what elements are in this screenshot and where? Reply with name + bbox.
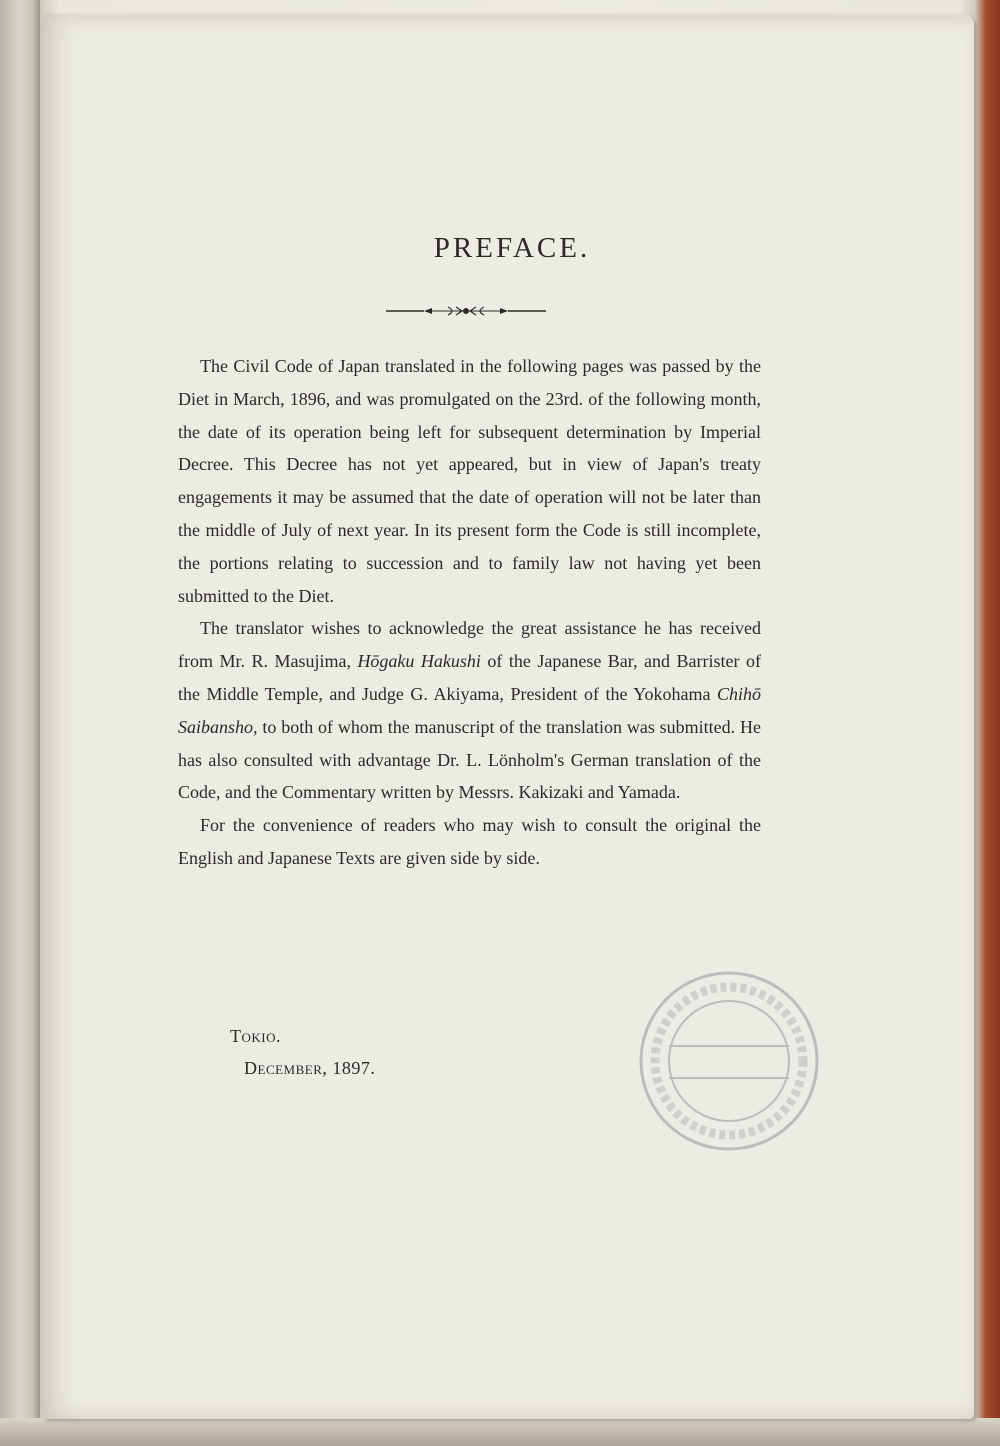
book-bottom-edge [0,1418,1000,1446]
paragraph-2-part-3: to both of whom the manuscript of the translation was submitted. He has also consulted with advantage Dr. L. Lönholm's German translation of the Code, and the Commentary written by Messrs. Kakizaki and Yamada. [178,716,761,803]
paragraph-2-part-2: of the Japanese Bar, and Barrister of the Middle Temple, and Judge G. Akiyama, President of the Yokohama [178,651,761,704]
signoff-place: Tokio. [230,1026,281,1046]
ornament-divider [386,304,546,318]
paragraph-2 [178,612,761,809]
page [44,14,974,1419]
italic-term-chiho-saibansho: Chihō Saibansho, [178,683,761,737]
paragraph-2-part-1: The translator wishes to acknowledge the great assistance he has received from Mr. R. Masujima, [178,618,761,672]
paragraph-3: For the convenience of readers who may wish to consult the original the English and Japanese Texts are given side by side. [178,815,761,868]
signoff-date: December, 1897. [244,1058,376,1078]
paragraph-1: The Civil Code of Japan translated in the following pages was passed by the Diet in March, 1896, and was promulgated on the 23rd. of the following month, the date of its operation being left for subsequent determination by Imperial Decree. This Decree has not yet appeared, but in view of Japan's treaty engagements it may be assumed that the date of operation will not be later than the middle of July of next year. In its present form the Code is still incomplete, the portions relating to succession and to family law not having yet been submitted to the Diet. [178,356,761,606]
italic-term-hogaku-hakushi: Hōgaku Hakushi [357,651,481,672]
library-stamp-seal [634,966,824,1156]
page-title: PREFACE. [433,232,591,264]
left-page-edge [0,0,40,1446]
signoff [230,1020,375,1084]
preface-body [178,350,761,875]
